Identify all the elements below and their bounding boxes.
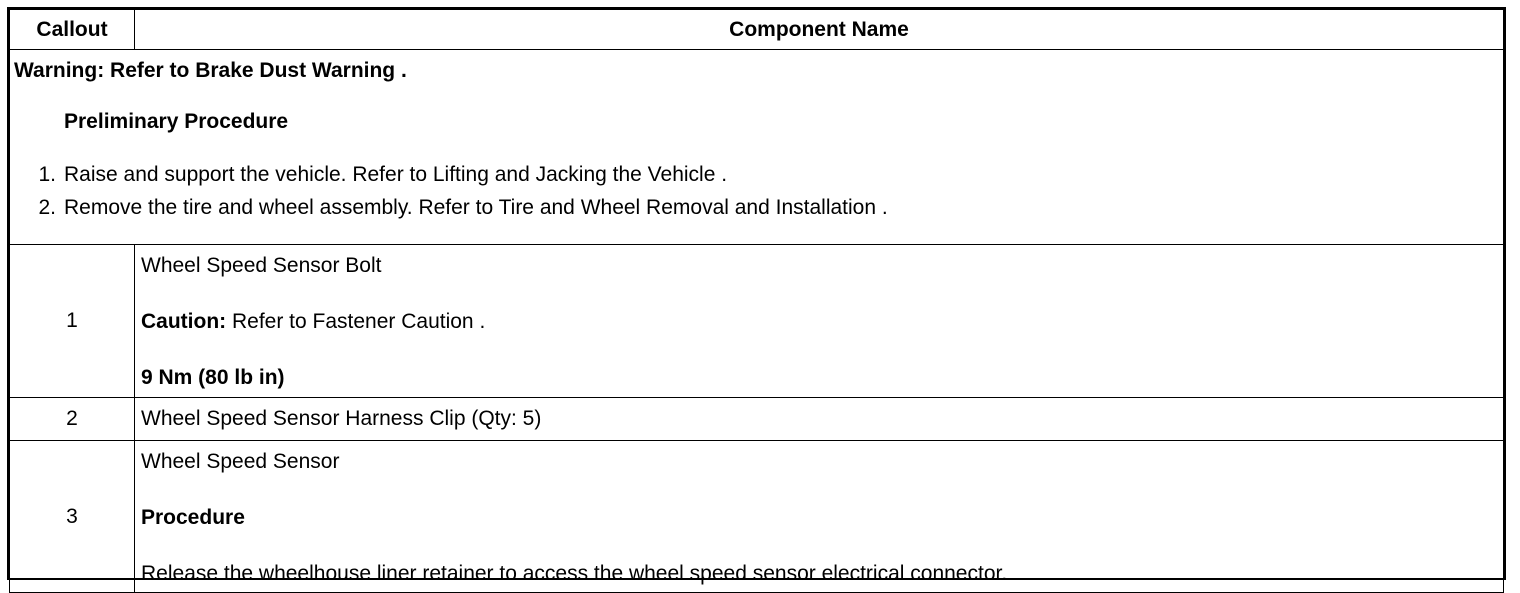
procedure-title: Procedure [141,505,245,529]
callout-cell: 1 [10,245,135,398]
table-row [10,397,1504,440]
step-text: Raise and support the vehicle. Refer to Lifting and Jacking the Vehicle . [64,163,728,187]
callout-cell: 2 [10,397,135,440]
caution-label: Caution: [141,310,227,334]
component-name: Wheel Speed Sensor Harness Clip (Qty: 5) [135,397,1504,440]
warning-text: Warning: Refer to Brake Dust Warning . [14,59,407,82]
caution-line [141,309,1497,334]
step-text: Remove the tire and wheel assembly. Refer to Tire and Wheel Removal and Installation . [64,195,888,219]
component-table [9,9,1504,593]
preliminary-steps-list [14,162,1499,219]
table-header-row [10,10,1504,50]
step-number: 1. [38,163,56,187]
table-row [10,440,1504,593]
list-item [14,195,1499,220]
component-cell [135,245,1504,398]
component-cell [135,440,1504,593]
component-name: Wheel Speed Sensor Bolt [141,254,382,277]
step-number: 2. [38,195,56,219]
list-item [14,162,1499,187]
caution-text: Refer to Fastener Caution . [226,310,486,334]
procedure-text: Release the wheelhouse liner retainer to access the wheel speed sensor electrical connector. [141,561,1008,585]
header-component-name: Component Name [135,10,1504,50]
callout-cell: 3 [10,440,135,593]
preliminary-row [10,50,1504,245]
preliminary-cell [10,50,1504,245]
component-name: Wheel Speed Sensor [141,449,340,473]
preliminary-procedure-title: Preliminary Procedure [64,110,289,134]
table-row [10,245,1504,398]
torque-spec: 9 Nm (80 lb in) [141,366,285,390]
component-table-document [7,7,1506,585]
header-callout: Callout [10,10,135,50]
